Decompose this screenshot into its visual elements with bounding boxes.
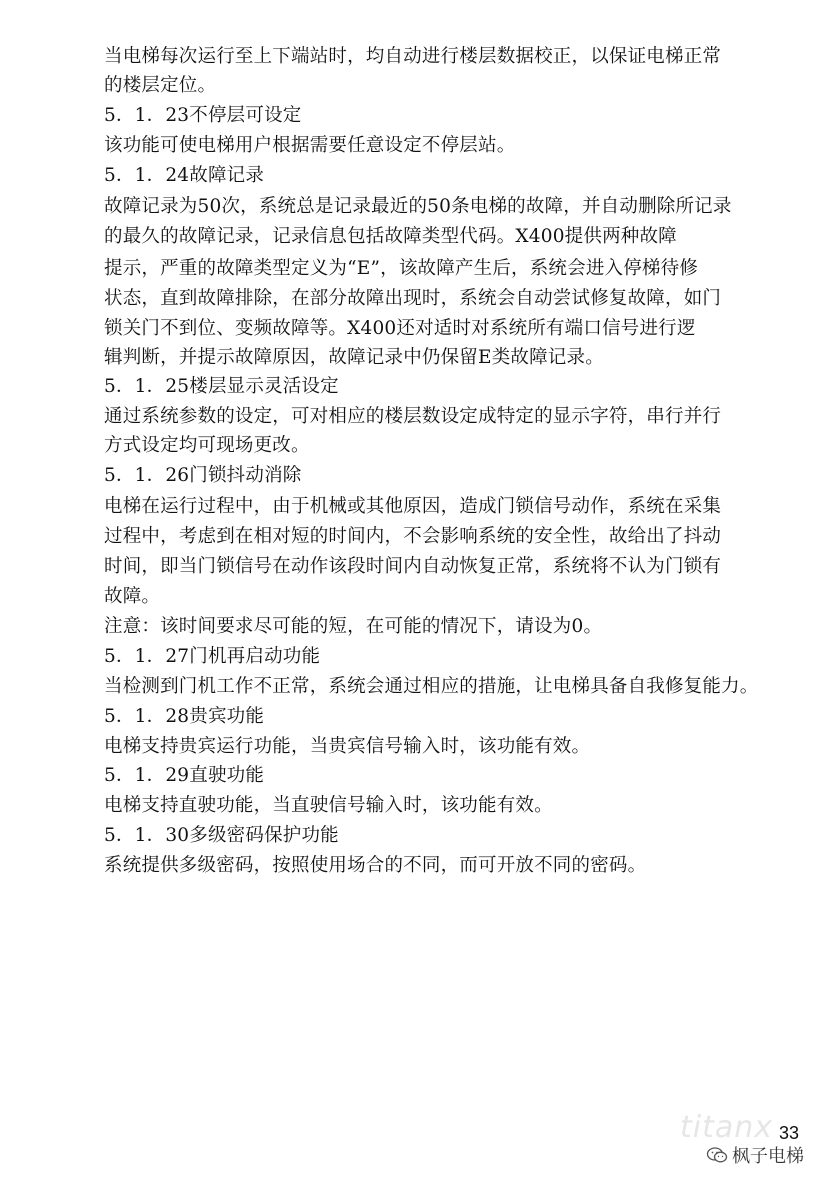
section-heading: 5．1．27门机再启动功能: [104, 646, 321, 667]
source-name: 枫子电梯: [732, 1146, 804, 1167]
paragraph-line: 时间，即当门锁信号在动作该段时间内自动恢复正常，系统将不认为门锁有: [104, 556, 722, 577]
paragraph-line: 的最久的故障记录，记录信息包括故障类型代码。X400提供两种故障: [104, 226, 677, 247]
paragraph-line: 过程中，考虑到在相对短的时间内，不会影响系统的安全性，故给出了抖动: [104, 526, 722, 547]
paragraph-line: 方式设定均可现场更改。: [104, 435, 310, 456]
paragraph-line: 通过系统参数的设定，可对相应的楼层数设定成特定的显示字符，串行并行: [104, 406, 722, 427]
paragraph-line: 提示，严重的故障类型定义为“E”，该故障产生后，系统会进入停梯待修: [104, 258, 699, 279]
section-heading: 5．1．25楼层显示灵活设定: [104, 376, 339, 397]
source-mark: [706, 1142, 804, 1168]
paragraph-line: 系统提供多级密码，按照使用场合的不同，而可开放不同的密码。: [104, 855, 647, 876]
paragraph-line: 的楼层定位。: [104, 75, 217, 96]
paragraph-line: 当检测到门机工作不正常，系统会通过相应的措施，让电梯具备自我修复能力。: [104, 676, 759, 697]
titanx-watermark: titanx: [680, 1110, 774, 1145]
paragraph-line: 锁关门不到位、变频故障等。X400还对适时对系统所有端口信号进行逻: [104, 318, 696, 339]
section-heading: 5．1．28贵宾功能: [104, 706, 265, 727]
paragraph-line: 电梯在运行过程中，由于机械或其他原因，造成门锁信号动作，系统在采集: [104, 496, 722, 517]
paragraph-line: 当电梯每次运行至上下端站时，均自动进行楼层数据校正，以保证电梯正常: [104, 46, 722, 67]
paragraph-line: 电梯支持直驶功能，当直驶信号输入时，该功能有效。: [104, 795, 553, 816]
paragraph-line: 电梯支持贵宾运行功能，当贵宾信号输入时，该功能有效。: [104, 736, 591, 757]
paragraph-line: 故障记录为50次，系统总是记录最近的50条电梯的故障，并自动删除所记录: [104, 196, 732, 217]
paragraph-line: 该功能可使电梯用户根据需要任意设定不停层站。: [104, 135, 516, 156]
section-heading: 5．1．23不停层可设定: [104, 105, 302, 126]
chat-icon: [706, 1146, 728, 1164]
section-heading: 5．1．30多级密码保护功能: [104, 825, 339, 846]
paragraph-line: 辑判断，并提示故障原因，故障记录中仍保留E类故障记录。: [104, 347, 604, 368]
section-heading: 5．1．29直驶功能: [104, 765, 265, 786]
paragraph-line: 故障。: [104, 586, 161, 607]
page-number: 33: [779, 1123, 800, 1143]
paragraph-line: 状态，直到故障排除，在部分故障出现时，系统会自动尝试修复故障，如门: [104, 288, 722, 309]
section-heading: 5．1．26门锁抖动消除: [104, 465, 302, 486]
section-heading: 5．1．24故障记录: [104, 165, 265, 186]
note-line: 注意：该时间要求尽可能的短，在可能的情况下，请设为0。: [104, 616, 603, 637]
